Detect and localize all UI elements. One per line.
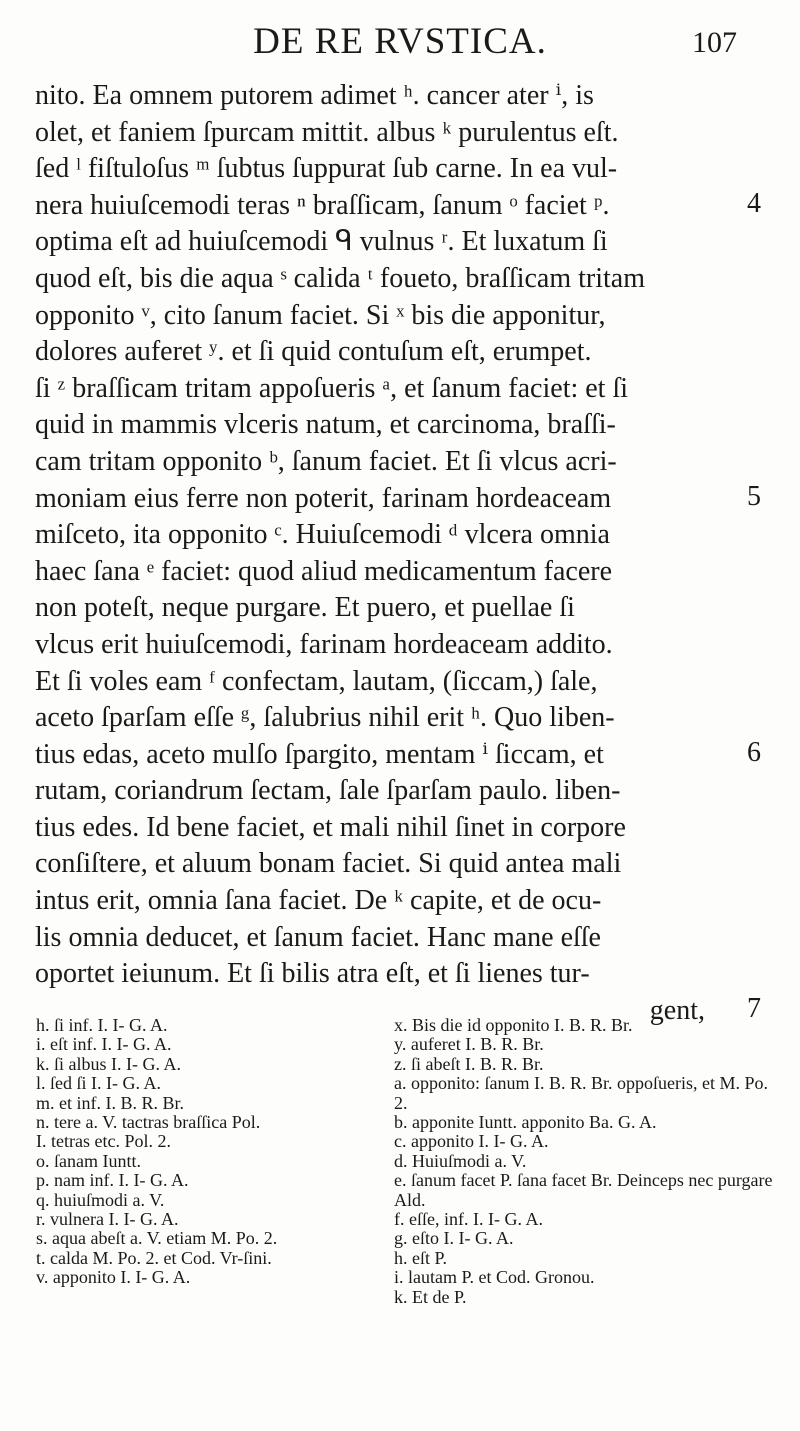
footnote: y. auferet I. B. R. Br.: [394, 1034, 544, 1055]
text-line: gent,: [649, 994, 705, 1026]
running-title: DE RE RVSTICA.: [253, 21, 547, 62]
footnote: x. Bis die id opponito I. B. R. Br.: [394, 1015, 633, 1035]
text-line: non poteſt, neque purgare. Et puero, et puellae ſi: [35, 592, 575, 624]
text-line: conſiſtere, et aluum bonam faciet. Si quid antea mali: [35, 848, 622, 880]
text-line: cam tritam opponito ᵇ, ſanum faciet. Et ſi vlcus acri-: [35, 445, 617, 477]
text-line: Et ſi voles eam ᶠ confectam, lautam, (ſiccam,) ſale,: [35, 665, 598, 697]
footnote: q. huiuſmodi a. V.: [36, 1189, 165, 1210]
text-line: nera huiuſcemodi teras ⁿ braſſicam, ſanum ᵒ faciet ᵖ.: [35, 189, 610, 221]
footnote: k. Et de P.: [394, 1286, 467, 1307]
margin-section-number: 6: [747, 736, 761, 768]
footnote: d. Huiuſmodi a. V.: [394, 1150, 527, 1171]
text-line: haec ſana ᵉ faciet: quod aliud medicamentum facere: [35, 555, 612, 587]
text-line: ſi ᶻ braſſicam tritam appoſueris ᵃ, et ſanum faciet: et ſi: [35, 372, 629, 404]
footnote: z. ſi abeſt I. B. R. Br.: [394, 1053, 544, 1074]
margin-section-number: 4: [747, 187, 761, 219]
margin-section-number: 5: [747, 480, 761, 512]
text-line: vlcus erit huiuſcemodi, farinam hordeaceam addito.: [35, 628, 613, 660]
footnote: f. eſſe, inf. I. I- G. A.: [394, 1209, 543, 1230]
margin-section-number: 7: [747, 993, 761, 1024]
text-line: opponito ᵛ, cito ſanum faciet. Si ˣ bis die apponitur,: [35, 299, 606, 331]
footnote: b. apponite Iuntt. apponito Ba. G. A.: [394, 1112, 657, 1133]
footnote: t. calda M. Po. 2. et Cod. Vr-ſini.: [36, 1247, 272, 1268]
footnote: h. eſt P.: [394, 1247, 448, 1268]
text-line: intus erit, omnia ſana faciet. De ᵏ capite, et de ocu-: [35, 885, 602, 917]
footnote: h. ſi inf. I. I- G. A.: [36, 1015, 168, 1035]
footnote: n. tere a. V. tactras braſſica Pol.: [36, 1112, 261, 1133]
footnote: c. apponito I. I- G. A.: [394, 1131, 549, 1152]
text-line: tius edes. Id bene faciet, et mali nihil ſinet in corpore: [35, 811, 626, 843]
text-line: olet, et faniem ſpurcam mittit. albus ᵏ purulentus eſt.: [35, 116, 619, 148]
text-line: tius edas, aceto mulſo ſpargito, mentam ⁱ ſiccam, et: [35, 738, 604, 770]
text-line: oportet ieiunum. Et ſi bilis atra eſt, et ſi lienes tur-: [35, 958, 590, 990]
text-line: rutam, coriandrum ſectam, ſale ſparſam paulo. liben-: [35, 775, 621, 807]
text-line: quid in mammis vlceris natum, et carcinoma, braſſi-: [35, 409, 616, 441]
footnote: I. tetras etc. Pol. 2.: [36, 1131, 171, 1152]
footnote: o. ſanam Iuntt.: [36, 1150, 141, 1171]
footnote: r. vulnera I. I- G. A.: [36, 1209, 179, 1230]
text-line: miſceto, ita opponito ᶜ. Huiuſcemodi ᵈ vlcera omnia: [35, 519, 610, 551]
page-number: 107: [692, 26, 737, 59]
footnote: i. lautam P. et Cod. Gronou.: [394, 1267, 595, 1288]
text-line: ſed ˡ fiſtuloſus ᵐ ſubtus ſuppurat ſub carne. In ea vul-: [35, 153, 618, 185]
text-line: lis omnia deducet, et ſanum faciet. Hanc mane eſſe: [35, 921, 601, 953]
page-header: [0, 20, 800, 70]
footnote: p. nam inf. I. I- G. A.: [36, 1170, 189, 1191]
footnotes-right-column: [394, 1016, 774, 1307]
footnote: v. apponito I. I- G. A.: [36, 1267, 191, 1288]
footnotes-left-column: [36, 1016, 381, 1288]
text-line: moniam eius ferre non poterit, farinam hordeaceam: [35, 482, 612, 514]
text-line: optima eſt ad huiuſcemodi ᑫ vulnus ʳ. Et luxatum ſi: [35, 226, 608, 258]
footnote: m. et inf. I. B. R. Br.: [36, 1092, 184, 1113]
footnote: a. opponito: ſanum I. B. R. Br. oppoſueris, et M. Po. 2.: [394, 1073, 768, 1113]
footnote: i. eſt inf. I. I- G. A.: [36, 1034, 172, 1055]
footnote: e. ſanum facet P. ſana facet Br. Deinceps nec purgare Ald.: [394, 1170, 773, 1210]
text-line: aceto ſparſam eſſe ᵍ, ſalubrius nihil erit ʰ. Quo liben-: [35, 702, 615, 734]
text-line: quod eſt, bis die aqua ˢ calida ᵗ foueto, braſſicam tritam: [35, 262, 645, 294]
footnote: k. ſi albus I. I- G. A.: [36, 1053, 181, 1074]
footnote: g. eſto I. I- G. A.: [394, 1228, 514, 1249]
text-line: nito. Ea omnem putorem adimet ʰ. cancer ater ⁱ, is: [35, 80, 594, 111]
footnote: l. ſed ſi I. I- G. A.: [36, 1073, 161, 1094]
text-line: dolores auferet ʸ. et ſi quid contuſum eſt, erumpet.: [35, 336, 592, 368]
main-text: [35, 78, 761, 1029]
footnote: s. aqua abeſt a. V. etiam M. Po. 2.: [36, 1228, 278, 1249]
